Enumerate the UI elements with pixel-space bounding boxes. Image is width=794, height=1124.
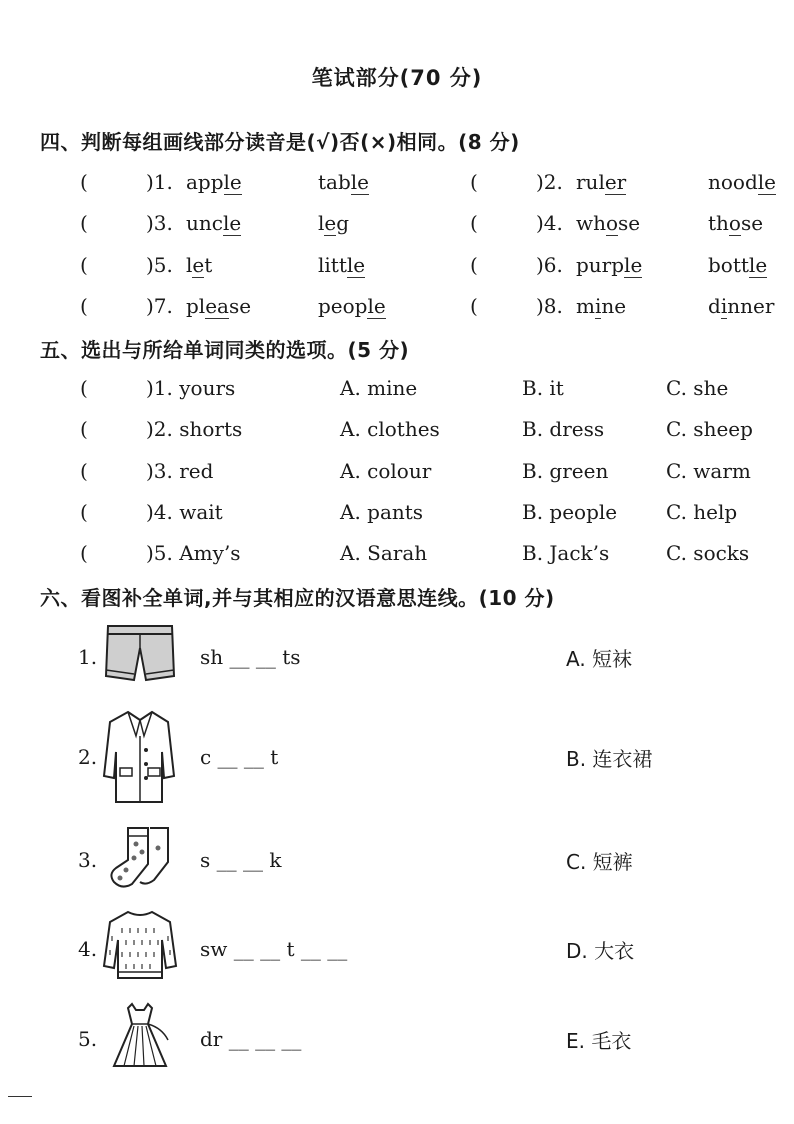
item-number: )1. xyxy=(146,170,173,194)
question-word: )2. shorts xyxy=(146,417,243,441)
word-blank[interactable]: s __ __ k xyxy=(200,848,282,872)
sock-icon xyxy=(102,824,178,890)
underlined-part: o xyxy=(728,211,741,235)
pronunciation-item xyxy=(0,170,390,200)
option-a[interactable]: A. clothes xyxy=(340,417,440,441)
pronunciation-item xyxy=(390,170,780,200)
underlined-part: le xyxy=(624,253,643,277)
section-5-heading: 五、选出与所给单词同类的选项。(5 分) xyxy=(40,338,410,362)
section-6-heading: 六、看图补全单词,并与其相应的汉语意思连线。(10 分) xyxy=(40,586,555,610)
option-c[interactable]: C. warm xyxy=(666,459,751,483)
word-part: th xyxy=(708,211,729,235)
option-c[interactable]: C. help xyxy=(666,500,738,524)
word-part: peop xyxy=(318,294,368,318)
word-part: l xyxy=(186,253,193,277)
answer-paren[interactable]: ( xyxy=(80,211,88,235)
word xyxy=(186,253,212,277)
meaning-option[interactable]: D. 大衣 xyxy=(566,939,635,963)
section-4-heading: 四、判断每组画线部分读音是(√)否(×)相同。(8 分) xyxy=(40,130,520,154)
word-blank[interactable]: sw __ __ t __ __ xyxy=(200,937,348,961)
item-number: 3. xyxy=(78,848,98,872)
underlined-part: le xyxy=(748,253,768,277)
option-a[interactable]: A. pants xyxy=(340,500,424,524)
shorts-icon xyxy=(102,622,178,688)
choice-item xyxy=(0,417,794,447)
pronunciation-item xyxy=(390,294,780,324)
answer-paren[interactable]: ( xyxy=(470,170,478,194)
answer-paren[interactable]: ( xyxy=(470,253,478,277)
answer-paren[interactable]: ( xyxy=(80,253,88,277)
option-c[interactable]: C. she xyxy=(666,376,729,400)
option-b[interactable]: B. dress xyxy=(522,417,605,441)
pronunciation-item xyxy=(390,253,780,283)
question-word: )1. yours xyxy=(146,376,236,400)
word-part: ne xyxy=(601,294,627,318)
option-a[interactable]: A. colour xyxy=(340,459,432,483)
option-a[interactable]: A. mine xyxy=(340,376,418,400)
underlined-part: le xyxy=(757,170,776,194)
pronunciation-item xyxy=(390,211,780,241)
answer-paren[interactable]: ( xyxy=(80,459,88,483)
page-title: 笔试部分(70 分) xyxy=(311,66,483,90)
underlined-part: le xyxy=(346,253,366,277)
option-c[interactable]: C. socks xyxy=(666,541,750,565)
word xyxy=(708,294,774,318)
word xyxy=(708,170,776,194)
question-word: )5. Amy’s xyxy=(146,541,241,565)
word-part: se xyxy=(228,294,252,318)
item-number: )4. xyxy=(536,211,563,235)
sweater-icon xyxy=(102,906,178,984)
word-part: rul xyxy=(576,170,605,194)
word-part: g xyxy=(336,211,350,235)
word-part: t xyxy=(204,253,213,277)
word-blank[interactable]: c __ __ t xyxy=(200,745,279,769)
item-number: )2. xyxy=(536,170,563,194)
choice-item xyxy=(0,541,794,571)
item-number: )5. xyxy=(146,253,173,277)
option-c[interactable]: C. sheep xyxy=(666,417,753,441)
word-part: d xyxy=(708,294,721,318)
item-number: 1. xyxy=(78,645,98,669)
underlined-part: er xyxy=(604,170,627,194)
word-part: unc xyxy=(186,211,223,235)
item-number: )7. xyxy=(146,294,173,318)
meaning-option[interactable]: B. 连衣裙 xyxy=(566,747,653,771)
word-part: litt xyxy=(318,253,347,277)
choice-item xyxy=(0,500,794,530)
underlined-part: ea xyxy=(205,294,229,318)
word-blank[interactable]: sh __ __ ts xyxy=(200,645,301,669)
word-part: tab xyxy=(318,170,351,194)
meaning-option[interactable]: C. 短裤 xyxy=(566,850,633,874)
dress-icon xyxy=(102,1000,178,1072)
word xyxy=(318,294,386,318)
item-number: 4. xyxy=(78,937,98,961)
pronunciation-item xyxy=(0,253,390,283)
coat-icon xyxy=(102,706,178,806)
word-part: m xyxy=(576,294,595,318)
underlined-part: i xyxy=(594,294,602,318)
word-part: bott xyxy=(708,253,749,277)
word xyxy=(576,294,626,318)
option-a[interactable]: A. Sarah xyxy=(340,541,428,565)
choice-item xyxy=(0,459,794,489)
underlined-part: e xyxy=(192,253,205,277)
underlined-part: e xyxy=(324,211,337,235)
pronunciation-item xyxy=(0,294,390,324)
word xyxy=(708,253,767,277)
underlined-part: o xyxy=(606,211,619,235)
item-number: 5. xyxy=(78,1027,98,1051)
option-b[interactable]: B. green xyxy=(522,459,609,483)
underlined-part: le xyxy=(350,170,369,194)
word xyxy=(318,170,369,194)
question-word: )3. red xyxy=(146,459,214,483)
word xyxy=(186,211,241,235)
answer-paren[interactable]: ( xyxy=(80,417,88,441)
underlined-part: le xyxy=(223,170,242,194)
meaning-option[interactable]: E. 毛衣 xyxy=(566,1029,632,1053)
word-part: se xyxy=(740,211,764,235)
item-number: )8. xyxy=(536,294,563,318)
page-corner-mark xyxy=(8,1096,32,1097)
underlined-part: le xyxy=(367,294,386,318)
word-part: app xyxy=(186,170,224,194)
word xyxy=(576,253,642,277)
answer-paren[interactable]: ( xyxy=(470,211,478,235)
word-part: l xyxy=(318,211,325,235)
item-number: )3. xyxy=(146,211,173,235)
word xyxy=(708,211,763,235)
item-number: )6. xyxy=(536,253,563,277)
word-part: purp xyxy=(576,253,625,277)
word-part: se xyxy=(618,211,641,235)
answer-paren[interactable]: ( xyxy=(80,170,88,194)
answer-paren[interactable]: ( xyxy=(80,541,88,565)
underlined-part: i xyxy=(720,294,728,318)
word-part: wh xyxy=(576,211,606,235)
item-number: 2. xyxy=(78,745,98,769)
word xyxy=(186,294,251,318)
option-b[interactable]: B. it xyxy=(522,376,564,400)
answer-paren[interactable]: ( xyxy=(80,376,88,400)
underlined-part: le xyxy=(222,211,242,235)
word xyxy=(318,253,365,277)
word-part: nood xyxy=(708,170,758,194)
choice-item xyxy=(0,376,794,406)
answer-paren[interactable]: ( xyxy=(80,294,88,318)
word xyxy=(186,170,242,194)
word xyxy=(576,211,640,235)
meaning-option[interactable]: A. 短袜 xyxy=(566,647,633,671)
answer-paren[interactable]: ( xyxy=(470,294,478,318)
word xyxy=(576,170,626,194)
answer-paren[interactable]: ( xyxy=(80,500,88,524)
word-part: pl xyxy=(186,294,206,318)
option-b[interactable]: B. Jack’s xyxy=(522,541,610,565)
question-word: )4. wait xyxy=(146,500,223,524)
word-blank[interactable]: dr __ __ __ xyxy=(200,1027,302,1051)
word-part: nner xyxy=(727,294,775,318)
pronunciation-item xyxy=(0,211,390,241)
option-b[interactable]: B. people xyxy=(522,500,618,524)
word xyxy=(318,211,349,235)
